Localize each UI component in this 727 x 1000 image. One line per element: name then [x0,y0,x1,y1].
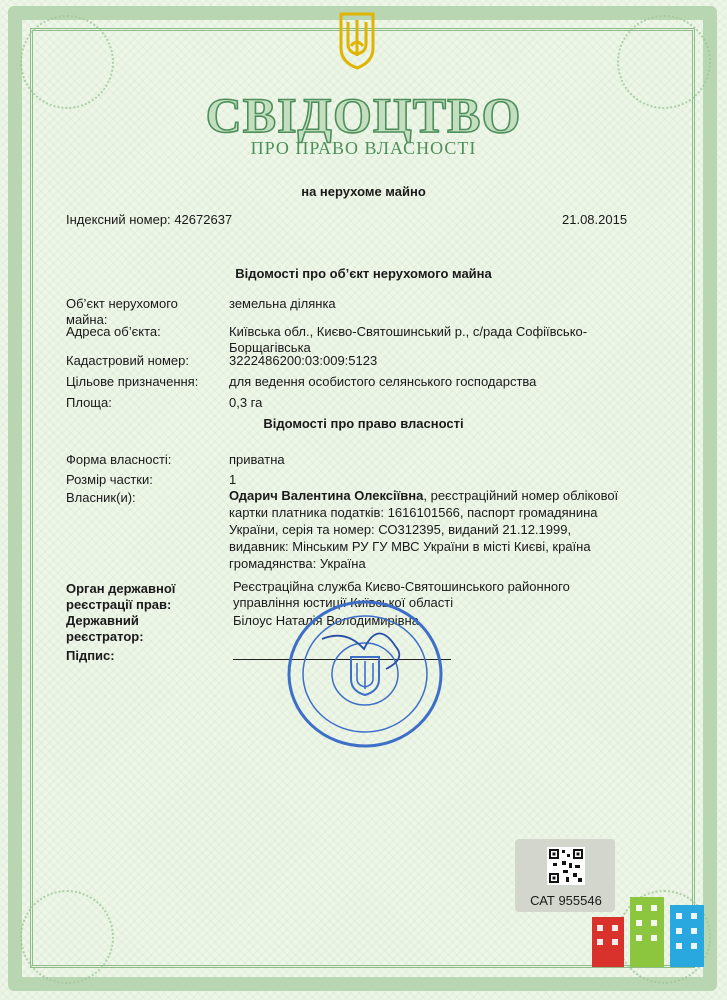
document-title: СВІДОЦТВО [205,87,522,143]
owner-line-4: видавник: Мінським РУ ГУ МВС України в місті Києві, країна [229,539,591,554]
registration-authority-label [66,581,175,613]
owner-value [229,487,618,572]
registration-authority-value-line2: управління юстиції Київської області [233,595,454,610]
area-label: Площа: [66,395,112,410]
serial-number: САТ 955546 [530,893,602,908]
registrar-label-line1: Державний [66,613,139,628]
registrar-name: Білоус Наталія Володимирівна [233,613,419,628]
property-type: на нерухоме майно [301,184,426,199]
signature-label: Підпис: [66,648,115,663]
area-value: 0,3 га [229,395,263,410]
owner-label: Власник(и): [66,490,136,505]
purpose-value: для ведення особистого селянського господарства [229,374,537,389]
index-number: 42672637 [174,212,233,227]
trident-emblem-icon [337,8,377,70]
owner-line-5: громадянства: Україна [229,556,366,571]
address-value-line1: Київська обл., Києво-Святошинський р., с/рада Софіївсько- [229,324,588,339]
address-value-line2: Борщагівська [229,340,311,355]
corner-ornament-bottom-left [20,890,114,984]
address-value [229,324,587,356]
object-type-value: земельна ділянка [229,296,336,311]
ownership-section-heading: Відомості про право власності [263,416,464,431]
object-type-label-line2: майна: [66,312,108,327]
owner-line-3: України, серія та номер: СО312395, виданий 21.12.1999, [229,522,572,537]
cadastral-number-label: Кадастровий номер: [66,353,189,368]
owner-line-2: картки платника податків: 1616101566, паспорт громадянина [229,505,598,520]
registration-authority-label-line1: Орган державної [66,581,176,596]
ownership-form-label: Форма власності: [66,452,172,467]
share-size-label: Розмір частки: [66,472,153,487]
index-number-line [66,212,232,228]
building-logo-icon [592,895,704,967]
index-label: Індексний номер: [66,212,171,227]
purpose-label: Цільове призначення: [66,374,199,389]
ownership-form-value: приватна [229,452,285,467]
issue-date: 21.08.2015 [562,212,628,227]
official-seal-stamp [286,599,444,749]
owner-line-1 [229,487,618,504]
cadastral-number-value: 3222486200:03:009:5123 [229,353,378,368]
registrar-label [66,613,144,645]
object-section-heading: Відомості про об’єкт нерухомого майна [235,266,492,281]
registration-authority-value-line1: Реєстраційна служба Києво-Святошинського районного [233,579,570,594]
qr-code-icon [547,847,585,885]
object-type-label-line1: Об’єкт нерухомого [66,296,178,311]
document-subtitle: ПРО ПРАВО ВЛАСНОСТІ [250,138,477,158]
registration-authority-label-line2: реєстрації прав: [66,597,172,612]
owner-line-1-rest: , реєстраційний номер облікової [423,488,619,503]
address-label: Адреса об’єкта: [66,324,161,339]
share-size-value: 1 [229,472,237,487]
registrar-label-line2: реєстратор: [66,629,144,644]
owner-name: Одарич Валентина Олексіївна [229,488,424,503]
